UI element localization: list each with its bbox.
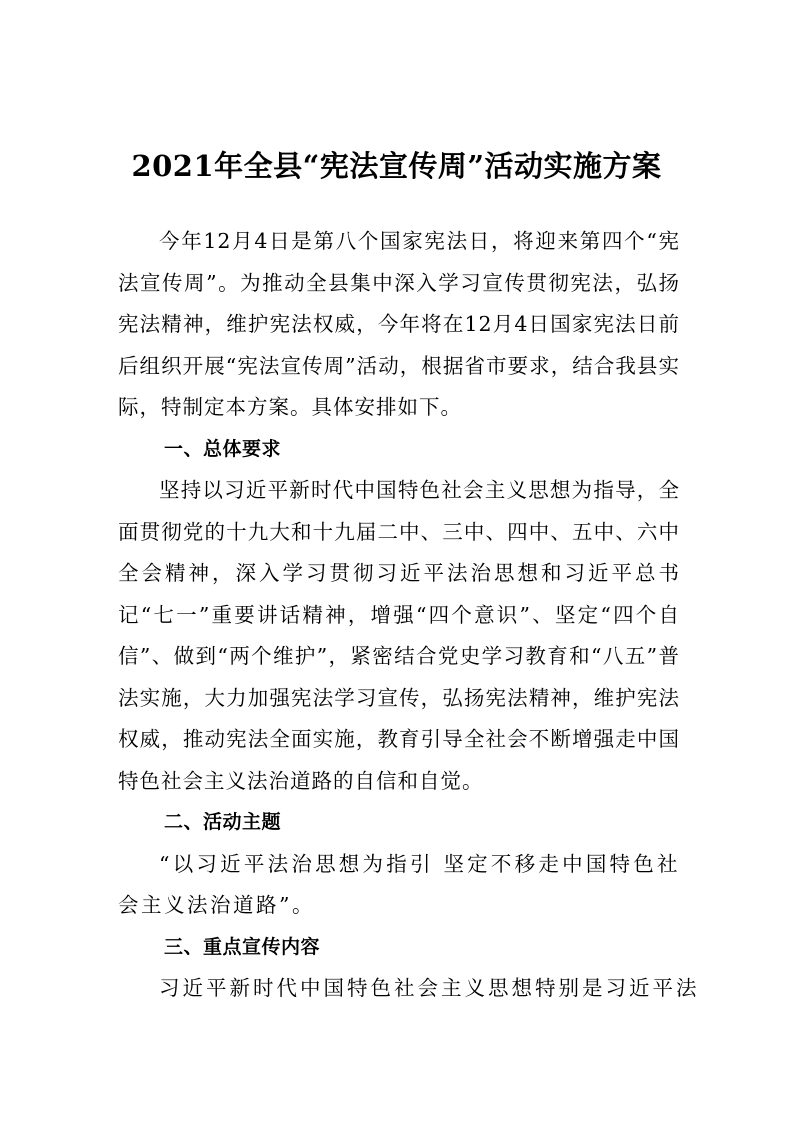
- section-body-key-content: 习近平新时代中国特色社会主义思想特别是习近平法: [159, 976, 700, 1000]
- section-heading-activity-theme: 二、活动主题: [164, 811, 282, 833]
- document-body: [118, 221, 700, 1010]
- intro-paragraph: 今年12月4日是第八个国家宪法日，将迎来第四个“宪法宣传周”。为推动全县集中深入学习宣传贯彻宪法，弘扬宪法精神，维护宪法权威，今年将在12月4日国家宪法日前后组织开展“宪法宣传周”活动，根据省市要求，结合我县实际，特制定本方案。具体安排如下。: [118, 229, 680, 419]
- section-body-general-requirements: 坚持以习近平新时代中国特色社会主义思想为指导，全面贯彻党的十九大和十九届二中、三中、四中、五中、六中全会精神，深入学习贯彻习近平法治思想和习近平总书记“七一”重要讲话精神，增强“四个意识”、坚定“四个自信”、做到“两个维护”，紧密结合党史学习教育和“八五”普法实施，大力加强宪法学习宣传，弘扬宪法精神，维护宪法权威，推动宪法全面实施，教育引导全社会不断增强走中国特色社会主义法治道路的自信和自觉。: [118, 478, 680, 793]
- section-body-activity-theme: “以习近平法治思想为指引 坚定不移走中国特色社会主义法治道路”。: [118, 851, 680, 917]
- section-heading-key-content: 三、重点宣传内容: [164, 935, 321, 958]
- section-heading-general-requirements: 一、总体要求: [164, 437, 282, 460]
- document-title: 2021年全县“宪法宣传周”活动实施方案: [131, 149, 662, 183]
